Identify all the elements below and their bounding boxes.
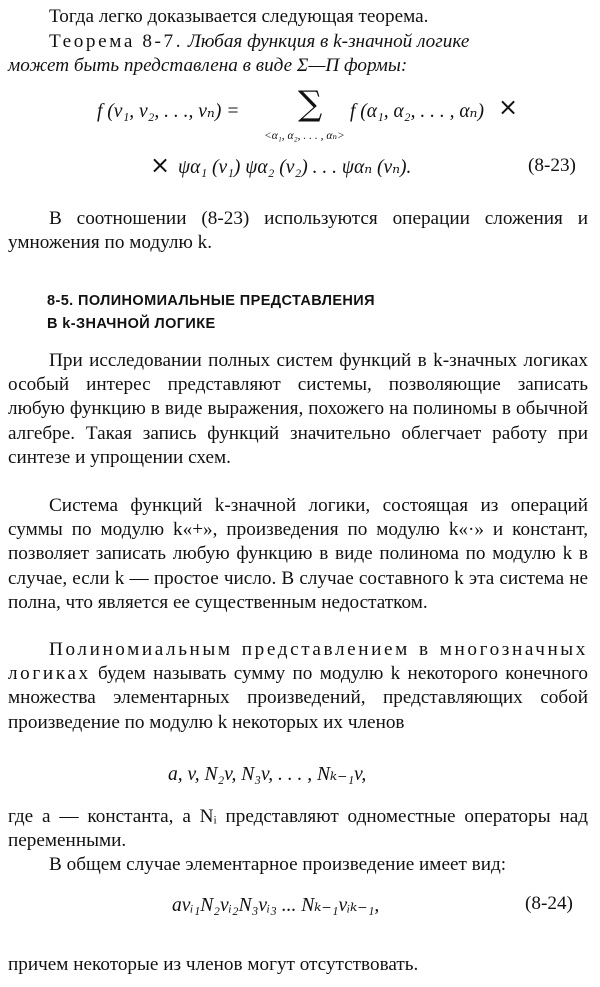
section-heading-line2: В k-ЗНАЧНОЙ ЛОГИКЕ xyxy=(47,316,216,332)
term-definition: Полиномиальным представлением в многозначных логиках xyxy=(8,639,588,685)
equation-number-8-24: (8-24) xyxy=(525,893,573,914)
paragraph-3 xyxy=(8,638,588,735)
paragraph-2: Система функций k-значной логики, состоящая из операций суммы по модулю k«+», произведения по модулю k«·» и констант, позволяет записать любую функцию в виде полинома по модулю k в случае, если k — простое число. В случае составного k эта система не полна, что является ее существенным недостатком. xyxy=(8,495,588,613)
paragraph-3-rest: будем называть сумму по модулю k некоторого конечного множества элементарных произведений, представляющих собой произведение по модулю k некоторых их членов xyxy=(8,663,588,733)
formula-8-23-rhs2: ψα₁ (v₁) ψα₂ (v₂) . . . ψαₙ (vₙ). xyxy=(178,157,412,178)
formula-8-23-lhs: f (v₁, v₂, . . ., vₙ) = xyxy=(97,101,240,122)
times-sign-2: × xyxy=(150,151,171,179)
paragraph-6: причем некоторые из членов могут отсутствовать. xyxy=(8,954,419,975)
formula-8-24: avᵢ₁N₂vᵢ₂N₃vᵢ₃ ... Nₖ₋₁vᵢₖ₋₁, xyxy=(172,895,380,916)
sum-index: <α₁, α₂, . . . , αₙ> xyxy=(264,130,345,142)
theorem-label: Теорема 8-7. xyxy=(49,31,184,52)
section-heading-line1: 8-5. ПОЛИНОМИАЛЬНЫЕ ПРЕДСТАВЛЕНИЯ xyxy=(47,293,375,309)
intro-line: Тогда легко доказывается следующая теорема. xyxy=(49,6,429,27)
paragraph-4: где a — константа, а Nᵢ представляют одноместные операторы над переменными. xyxy=(8,806,588,852)
theorem-text-2: может быть представлена в виде Σ—Π формы: xyxy=(8,55,408,76)
paragraph-operations: В соотношении (8-23) используются операции сложения и умножения по модулю k. xyxy=(8,208,588,254)
paragraph-1: При исследовании полных систем функций в k-значных логиках особый интерес представляют системы, позволяющие записать любую функцию в виде выражения, похожего на полиномы в обычной алгебре. Такая запись функций значительно облегчает работу при синтезе и упрощении схем. xyxy=(8,350,588,468)
formula-8-23-rhs1: f (α₁, α₂, . . . , αₙ) xyxy=(350,101,484,122)
formula-members: a, v, N₂v, N₃v, . . . , Nₖ₋₁v, xyxy=(168,764,367,785)
equation-number-8-23: (8-23) xyxy=(528,155,576,176)
theorem-text-1: Любая функция в k-значной логике xyxy=(183,31,470,52)
theorem-statement xyxy=(8,30,588,54)
paragraph-5: В общем случае элементарное произведение имеет вид: xyxy=(49,854,507,875)
times-sign-1: × xyxy=(498,93,519,121)
sum-sign: ∑ xyxy=(298,84,323,124)
